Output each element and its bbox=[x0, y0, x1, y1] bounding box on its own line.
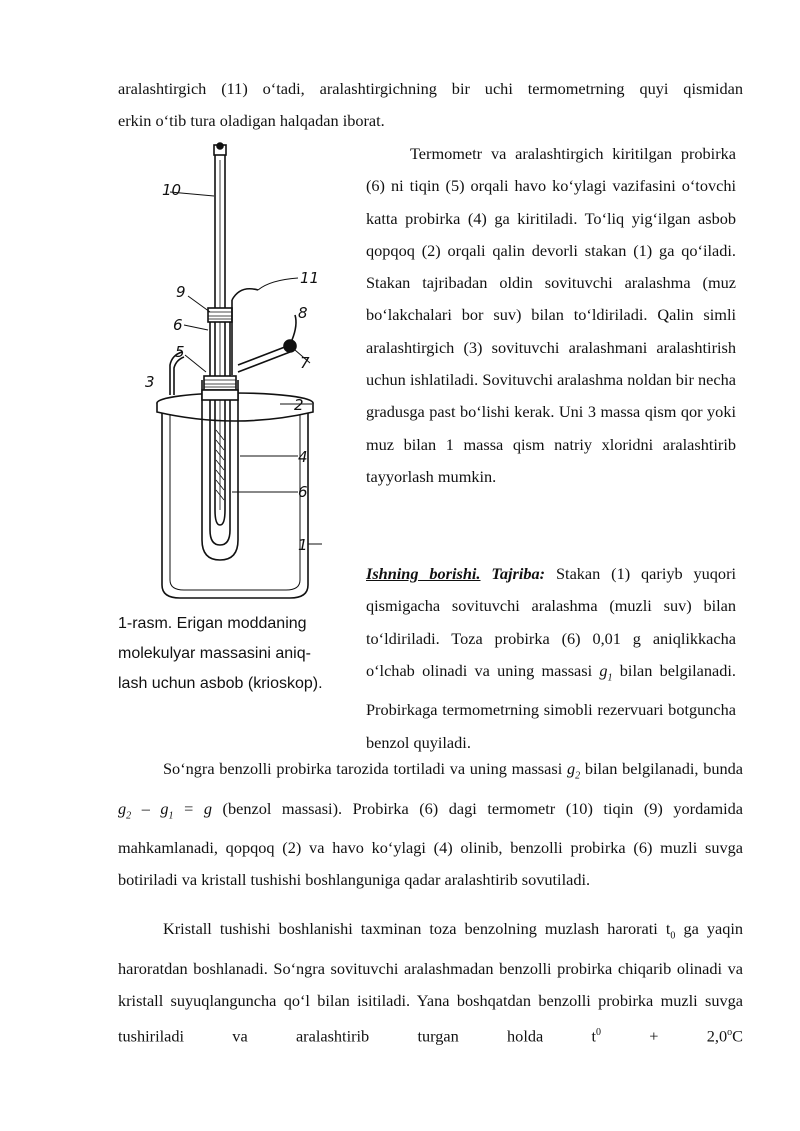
stirrer-11 bbox=[232, 289, 258, 300]
paragraph: So‘ngra benzolli probirka tarozida tortiladi va uning massasi $g_2$ bilan belgilanadi, bunda $g_2 - g_1 = g$ (benzol massasi). Probirka (6) dagi termometr (10) tiqin (9) yordamida mahkamlanadi, qopqoq (2) va havo ko‘ylagi (4) olinib, benzolli probirka (6) muzli suvga botiriladi va kristall tushishi boshlanguniga qadar aralashtirib sovutiladi. bbox=[118, 759, 744, 890]
cryoscope-figure bbox=[140, 140, 330, 600]
paragraph-line: erkin o‘tib tura oladigan halqadan iborat. bbox=[118, 111, 385, 130]
stopper-5 bbox=[204, 376, 236, 390]
label-1: 1 bbox=[298, 536, 308, 554]
beaker bbox=[162, 412, 308, 598]
paragraph-line: aralashtirgich (11) o‘tadi, aralashtirgichning bir uchi termometrning quyi qismidan bbox=[118, 79, 743, 98]
procedure-paragraph: Ishning borishi. Tajriba: Stakan (1) qariyb yuqori qismigacha sovituvchi aralashma (muzli suv) bilan to‘ldiriladi. Toza probirka (6) 0,01 g aniqlikkacha o‘lchab olinadi va uning massasi $g_1$ bilan belgilanadi. Probirkaga termometrning simobli rezervuari botguncha benzol quyiladi. bbox=[366, 564, 737, 752]
label-6-top: 6 bbox=[173, 316, 183, 334]
label-10: 10 bbox=[162, 181, 182, 199]
right-column-paragraph: Termometr va aralashtirgich kiritilgan probirka (6) ni tiqin (5) orqali havo ko‘ylagi vazifasini o‘tovchi katta probirka (4) ga kiritiladi. To‘liq yig‘ilgan asbob qopqoq (2) orqali qalin devorli stakan (1) ga qo‘iladi. Stakan tajribadan oldin sovituvchi aralashma (muz bo‘lakchalari bor suv) bilan to‘ldiriladi. Qalin simli aralashtirgich (3) sovituvchi aralashmani aralashtirish uchun ishlatiladi. Sovituvchi aralashma noldan bir necha gradusga past bo‘lishi kerak. Uni 3 massa qism qor yoki muz bilan 1 massa qism natriy xloridni aralashtirib tayyorlash mumkin. bbox=[366, 144, 736, 486]
label-8: 8 bbox=[298, 304, 308, 322]
paragraph: Kristall tushishi boshlanishi taxminan toza benzolning muzlash harorati $t_0$ ga yaqin haroratdan boshlanadi. So‘ngra sovituvchi aralashmadan benzolli probirka chiqarib olinadi va kristall suyuqlanguncha qo‘l bilan isitiladi. Yana boshqatdan benzolli probirka muzli suvga tushiriladi va aralashtirib turgan holda $t^0 + 2,0^oC$ bbox=[118, 919, 744, 1046]
label-2: 2 bbox=[294, 396, 304, 414]
label-11: 11 bbox=[300, 269, 320, 287]
section-heading: Ishning borishi. bbox=[366, 564, 481, 583]
experiment-label: Tajriba: bbox=[491, 564, 546, 583]
label-6-bottom: 6 bbox=[298, 483, 308, 501]
figure-caption: 1-rasm. Erigan moddaning molekulyar massasini aniq- lash uchun asbob (krioskop). bbox=[118, 615, 323, 692]
label-3: 3 bbox=[145, 373, 155, 391]
stopper-9 bbox=[208, 308, 232, 322]
label-4: 4 bbox=[298, 448, 308, 466]
label-9: 9 bbox=[176, 283, 186, 301]
label-5: 5 bbox=[175, 343, 185, 361]
label-7: 7 bbox=[300, 354, 310, 372]
